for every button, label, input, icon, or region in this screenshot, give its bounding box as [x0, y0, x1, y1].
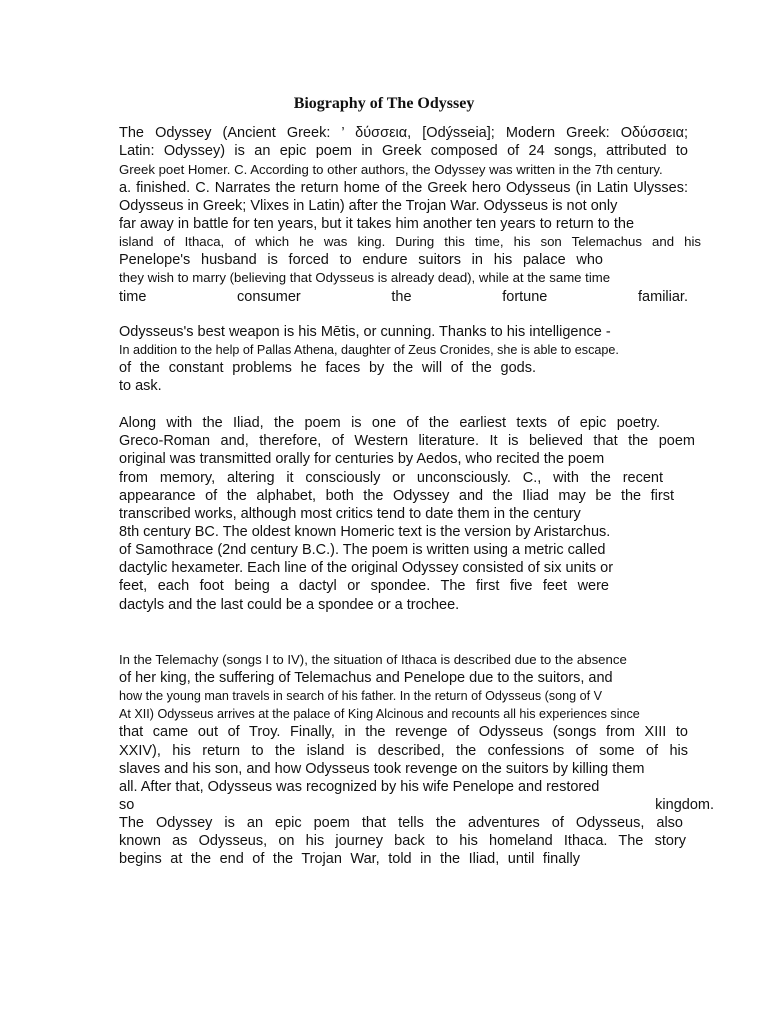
text-line: 8th century BC. The oldest known Homeric text is the version by Aristarchus.: [119, 524, 611, 540]
text-line: all. After that, Odysseus was recognized by his wife Penelope and restored: [119, 779, 600, 795]
text-line: that came out of Troy. Finally, in the revenge of Odysseus (songs from XIII to: [119, 724, 688, 740]
text-line: island of Ithaca, of which he was king. During this time, his son Telemachus and his: [119, 234, 701, 249]
text-line: so kingdom.: [119, 797, 714, 813]
text-line: dactyls and the last could be a spondee or a trochee.: [119, 597, 460, 613]
text-line: appearance of the alphabet, both the Odyssey and the Iliad may be the first: [119, 488, 674, 504]
text-line: known as Odysseus, on his journey back to his homeland Ithaca. The story: [119, 833, 686, 849]
text-line: time consumer the fortune familiar.: [119, 289, 688, 305]
text-line: Penelope's husband is forced to endure suitors in his palace who: [119, 252, 603, 268]
text-line: of Samothrace (2nd century B.C.). The poem is written using a metric called: [119, 542, 606, 558]
text-line: transcribed works, although most critics tend to date them in the century: [119, 506, 581, 522]
text-line: how the young man travels in search of his father. In the return of Odysseus (song of V: [119, 689, 603, 703]
text-line: Greek poet Homer. C. According to other authors, the Odyssey was written in the 7th century.: [119, 162, 663, 177]
text-line: Greco-Roman and, therefore, of Western literature. It is believed that the poem: [119, 433, 695, 449]
text-line: Odysseus's best weapon is his Mētis, or cunning. Thanks to his intelligence -: [119, 324, 611, 340]
text-line: Odysseus in Greek; Vlixes in Latin) after the Trojan War. Odysseus is not only: [119, 198, 618, 214]
text-line: they wish to marry (believing that Odysseus is already dead), while at the same time: [119, 270, 611, 285]
document-title: Biography of The Odyssey: [293, 95, 475, 112]
text-line: of the constant problems he faces by the will of the gods.: [119, 360, 536, 376]
text-line: Latin: Odyssey) is an epic poem in Greek composed of 24 songs, attributed to: [119, 143, 688, 159]
text-line: feet, each foot being a dactyl or spondee. The first five feet were: [119, 578, 609, 594]
text-line: a. finished. C. Narrates the return home of the Greek hero Odysseus (in Latin Ulysses:: [119, 180, 688, 196]
text-line: The Odyssey is an epic poem that tells the adventures of Odysseus, also: [119, 815, 683, 831]
text-line: from memory, altering it consciously or unconsciously. C., with the recent: [119, 470, 663, 486]
text-line: begins at the end of the Trojan War, told in the Iliad, until finally: [119, 851, 580, 867]
text-line: dactylic hexameter. Each line of the original Odyssey consisted of six units or: [119, 560, 614, 576]
text-line: XXIV), his return to the island is described, the confessions of some of his: [119, 743, 688, 759]
text-line: In the Telemachy (songs I to IV), the situation of Ithaca is described due to the absence: [119, 652, 627, 667]
text-line: far away in battle for ten years, but it takes him another ten years to return to the: [119, 216, 635, 232]
text-line: original was transmitted orally for centuries by Aedos, who recited the poem: [119, 451, 605, 467]
text-line: At XII) Odysseus arrives at the palace of King Alcinous and recounts all his experiences since: [119, 707, 640, 721]
text-line: Along with the Iliad, the poem is one of the earliest texts of epic poetry.: [119, 415, 660, 431]
text-line: The Odyssey (Ancient Greek: ’ δύσσεια, [Odýsseia]; Modern Greek: Οδύσσεια;: [119, 125, 688, 141]
text-line: to ask.: [119, 378, 162, 394]
text-line: In addition to the help of Pallas Athena, daughter of Zeus Cronides, she is able to escape.: [119, 343, 619, 357]
text-line: slaves and his son, and how Odysseus took revenge on the suitors by killing them: [119, 761, 645, 777]
text-line: of her king, the suffering of Telemachus and Penelope due to the suitors, and: [119, 670, 613, 686]
